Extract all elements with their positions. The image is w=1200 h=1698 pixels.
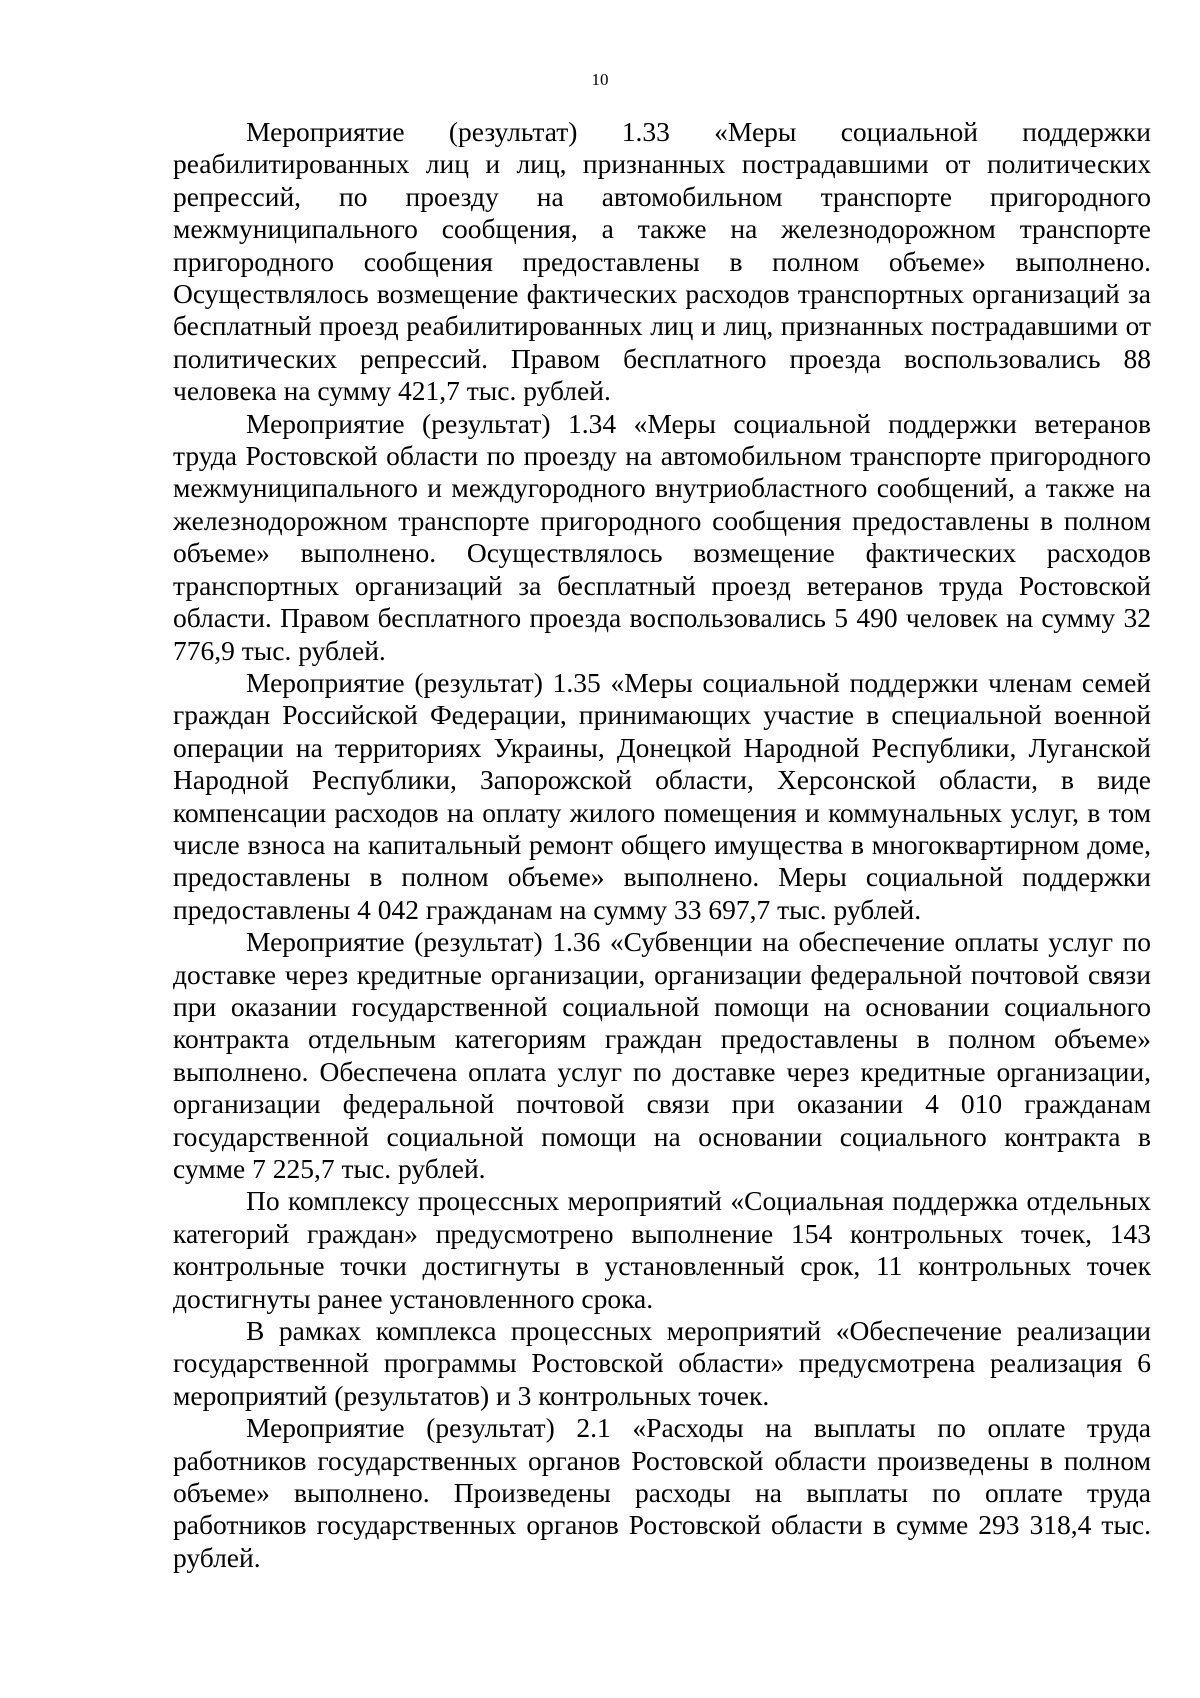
paragraph-measure-1-35: Мероприятие (результат) 1.35 «Меры социальной поддержки членам семей граждан Российской Федерации, принимающих участие в специальной военной операции на территориях Украины, Донецкой Народной Республики, Луганской Народной Республики, Запорожской области, Херсонской области, в виде компенсации расходов на оплату жилого помещения и коммунальных услуг, в том числе взноса на капитальный ремонт общего имущества в многоквартирном доме, предоставлены в полном объеме» выполнено. Меры социальной поддержки предоставлены 4 042 гражданам на сумму 33 697,7 тыс. рублей. (173, 666, 1151, 925)
paragraph-measure-1-34: Мероприятие (результат) 1.34 «Меры социальной поддержки ветеранов труда Ростовской области по проезду на автомобильном транспорте пригородного межмуниципального и междугородного внутриобластного сообщений, а также на железнодорожном транспорте пригородного сообщения предоставлены в полном объеме» выполнено. Осуществлялось возмещение фактических расходов транспортных организаций за бесплатный проезд ветеранов труда Ростовской области. Правом бесплатного проезда воспользовались 5 490 человек на сумму 32 776,9 тыс. рублей. (173, 407, 1151, 666)
paragraph-measure-2-1: Мероприятие (результат) 2.1 «Расходы на выплаты по оплате труда работников государственных органов Ростовской области произведены в полном объеме» выполнено. Произведены расходы на выплаты по оплате труда работников государственных органов Ростовской области в сумме 293 318,4 тыс. рублей. (173, 1412, 1151, 1573)
paragraph-program-implementation: В рамках комплекса процессных мероприятий «Обеспечение реализации государственной программы Ростовской области» предусмотрена реализация 6 мероприятий (результатов) и 3 контрольных точек. (173, 1315, 1151, 1411)
paragraph-measure-1-36: Мероприятие (результат) 1.36 «Субвенции на обеспечение оплаты услуг по доставке через кредитные организации, организации федеральной почтовой связи при оказании государственной социальной помощи на основании социального контракта отдельным категориям граждан предоставлены в полном объеме» выполнено. Обеспечена оплата услуг по доставке через кредитные организации, организации федеральной почтовой связи при оказании 4 010 гражданам государственной социальной помощи на основании социального контракта в сумме 7 225,7 тыс. рублей. (173, 926, 1151, 1184)
document-body (173, 116, 1151, 1574)
paragraph-control-points-summary: По комплексу процессных мероприятий «Социальная поддержка отдельных категорий граждан» предусмотрено выполнение 154 контрольных точек, 143 контрольные точки достигнуты в установленный срок, 11 контрольных точек достигнуты ранее установленного срока. (173, 1185, 1151, 1314)
page-number: 10 (591, 70, 609, 89)
paragraph-measure-1-33: Мероприятие (результат) 1.33 «Меры социальной поддержки реабилитированных лиц и лиц, признанных пострадавшими от политических репрессий, по проезду на автомобильном транспорте пригородного межмуниципального сообщения, а также на железнодорожном транспорте пригородного сообщения предоставлены в полном объеме» выполнено. Осуществлялось возмещение фактических расходов транспортных организаций за бесплатный проезд реабилитированных лиц и лиц, признанных пострадавшими от политических репрессий. Правом бесплатного проезда воспользовались 88 человека на сумму 421,7 тыс. рублей. (173, 116, 1151, 407)
